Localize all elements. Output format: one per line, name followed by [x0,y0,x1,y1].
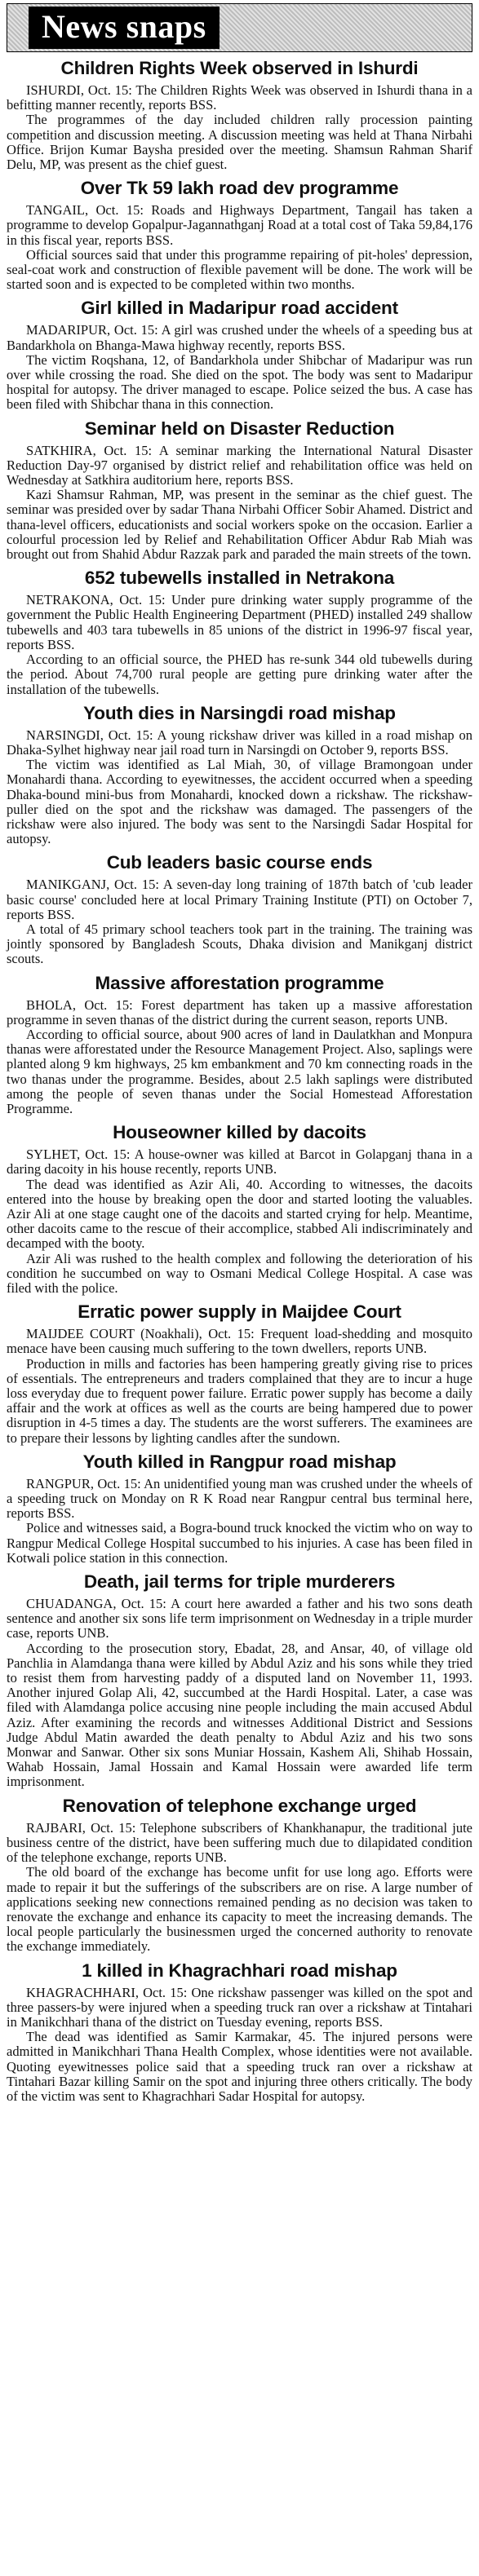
article-headline: Youth killed in Rangpur road mishap [82,1451,397,1472]
article-headline: Seminar held on Disaster Reduction [84,418,395,439]
article-paragraph: The dead was identified as Azir Ali, 40. According to witnesses, the dacoits entered into the house by breaking open the door and started looting the valuables. Azir Ali at one stage caught one of the dacoits and started crying for help. Meantime, other dacoits came to the rescue of their accomplice, stabbed Ali indiscriminately and decamped with the booty. [7,1176,472,1252]
article-paragraph: The victim Roqshana, 12, of Bandarkhola under Shibchar of Madaripur was run over while crossing the road. She died on the spot. The body was sent to Madaripur hospital for autopsy. The driver managed to escape. Police seized the bus. A case has been filed with Shibchar thana in this connection. [7,351,472,413]
article-paragraph: NETRAKONA, Oct. 15: Under pure drinking water supply programme of the government the Public Health Engineering Department (PHED) installed 249 shallow tubewells and 403 tara tubewells in 85 unions of the district in 1996-97 fiscal year, reports BSS. [7,592,472,652]
article-paragraph: MAIJDEE COURT (Noakhali), Oct. 15: Frequent load-shedding and mosquito menace have been causing much suffering to the town dwellers, reports UNB. [7,1326,472,1357]
article-paragraph: According to the prosecution story, Ebadat, 28, and Ansar, 40, of village old Panchlia in Alamdanga thana were killed by Abdul Aziz and his sons while they tried to resist them from harvesting paddy of a disputed land on November 11, 1993. Another injured Golap Ali, 42, succumbed at the Hardi Hospital. Later, a case was filed with Alamdanga police accusing nine people including the main accused Abdul Aziz. After examining the records and witnesses Additional District and Sessions Judge Abdul Matin awarded the death penalty to Abdul Aziz and his two sons Monwar and Sanwar. Other six sons Muniar Hossain, Kashem Ali, Shihab Hossain, Wahab Hossain, Jamal Hossain and Kamal Hossain were awarded life term imprisonment. [7,1640,472,1790]
news-article [7,1121,472,1296]
article-paragraph: According to an official source, the PHED has re-sunk 344 old tubewells during the period. About 74,700 rural people are getting pure drinking water after the installation of the tubewells. [7,652,472,697]
news-article [7,702,472,847]
article-paragraph: The dead was identified as Samir Karmakar, 45. The injured persons were admitted in Manikchhari Thana Health Complex, whose identities were not available. Quoting eyewitnesses police said that a speeding truck ran over a rickshaw at Tintahari Bazar killing Samir on the spot and injuring three others critically. The body of the victim was sent to Khagrachhari Sadar Hospital for autopsy. [7,2029,472,2104]
article-paragraph: Production in mills and factories has been hampering greatly giving rise to prices of essentials. The entrepreneurs and traders complained that they are to incur a huge loss everyday due to frequent power failure. Erratic power supply has become a daily affair and the work at offices as well as the courts are being hampered due to power disruption in 4-5 times a day. The students are the worst sufferers. The examinees are to prepare their lessons by lighting candles after the sundown. [7,1355,472,1446]
article-paragraph: Official sources said that under this programme repairing of pit-holes' depression, seal-coat work and construction of flexible pavement will be done. The work will be started soon and is expected to be completed within two months. [7,246,472,293]
article-headline: Over Tk 59 lakh road dev programme [80,178,399,199]
article-paragraph: Police and witnesses said, a Bogra-bound truck knocked the victim who on way to Rangpur Medical College Hospital succumbed to his injuries. A case has been filed in Kotwali police station in this connection. [7,1520,472,1566]
article-headline: Children Rights Week observed in Ishurdi [60,58,419,78]
news-article [7,567,472,696]
news-article [7,1451,472,1566]
news-article [7,1571,472,1790]
article-paragraph: The programmes of the day included children rally procession painting competition and discussion meeting. A discussion meeting was held at Thana Nirbahi Office. Brijon Kumar Baysha presided over the meeting. Shamsun Rahman Sharif Delu, MP, was present as the chief guest. [7,112,472,173]
news-article [7,851,472,966]
article-headline: 652 tubewells installed in Netrakona [84,568,395,589]
article-headline: Renovation of telephone exchange urged [62,1795,417,1816]
article-paragraph: BHOLA, Oct. 15: Forest department has taken up a massive afforestation programme in seven thanas of the district during the current season, reports UNB. [7,996,472,1027]
article-paragraph: ISHURDI, Oct. 15: The Children Rights Week was observed in Ishurdi thana in a befitting manner recently, reports BSS. [7,82,472,113]
article-paragraph: KHAGRACHHARI, Oct. 15: One rickshaw passenger was killed on the spot and three passers-by were injured when a speeding truck ran over a rickshaw at Tintahari in Manikchhari thana of the district on Tuesday evening, reports BSS. [7,1984,472,2030]
news-article [7,1795,472,1955]
article-paragraph: RANGPUR, Oct. 15: An unidentified young man was crushed under the wheels of a speeding truck on Monday on R K Road near Rangpur central bus terminal here, reports BSS. [7,1475,472,1522]
news-article [7,972,472,1117]
article-headline: Massive afforestation programme [95,972,384,993]
article-paragraph: MANIKGANJ, Oct. 15: A seven-day long training of 187th batch of 'cub leader basic course' concluded here at local Primary Training Institute (PTI) on October 7, reports BSS. [7,877,472,922]
article-paragraph: SATKHIRA, Oct. 15: A seminar marking the International Natural Disaster Reduction Day-97 organised by district relief and rehabilitation office was held on Wednesday at Satkhira auditorium here, reports BSS. [7,442,472,488]
article-headline: 1 killed in Khagrachhari road mishap [82,1960,397,1981]
article-paragraph: The old board of the exchange has become unfit for use long ago. Efforts were made to repair it but the sufferings of the subscribers are on rise. A large number of applications seeking new connections remained pending as no decision was taken to renovate the exchange and enhance its capacity to meet the increasing demands. The local people particularly the businessmen urged the concerned authority to renovate the exchange immediately. [7,1864,472,1955]
article-paragraph: SYLHET, Oct. 15: A house-owner was killed at Barcot in Golapganj thana in a daring dacoity in his house recently, reports UNB. [7,1147,472,1178]
article-headline: Erratic power supply in Maijdee Court [78,1301,401,1323]
article-paragraph: Azir Ali was rushed to the health complex and following the deterioration of his condition he succumbed on way to Osmani Medical College Hospital. A case was filed with the police. [7,1250,472,1296]
news-article [7,57,472,172]
article-headline: Houseowner killed by dacoits [113,1122,366,1143]
article-paragraph: MADARIPUR, Oct. 15: A girl was crushed under the wheels of a speeding bus at Bandarkhola on Bhanga-Mawa highway recently, reports BSS. [7,322,472,353]
news-article [7,1960,472,2105]
article-paragraph: TANGAIL, Oct. 15: Roads and Highways Department, Tangail has taken a programme to develop Gopalpur-Jagannathganj Road at a total cost of Taka 59,84,176 in this fiscal year, reports BSS. [7,202,472,248]
article-paragraph: According to official source, about 900 acres of land in Daulatkhan and Monpura thanas were afforestated under the Resource Management Project. Also, saplings were planted along 9 km highways, 25 km embankment and 70 km connecting roads in the two thanas under the programme. Besides, about 2.5 lakh saplings were distributed among the people of seven thanas under the Social Homestead Afforestation Programme. [7,1026,472,1116]
news-article [7,1301,472,1446]
section-banner [7,3,472,52]
article-paragraph: NARSINGDI, Oct. 15: A young rickshaw driver was killed in a road mishap on Dhaka-Sylhet highway near jail road turn in Narsingdi on October 9, reports BSS. [7,727,472,758]
article-paragraph: The victim was identified as Lal Miah, 30, of village Bramongoan under Monahardi thana. According to eyewitnesses, the accident occurred when a speeding Dhaka-bound mini-bus from Monahardi, knocked down a rickshaw. The rickshaw-puller died on the spot and the rickshaw was damaged. The passengers of the rickshaw were also injured. The body was sent to the Narsingdi Sadar Hospital for autopsy. [7,757,472,847]
article-paragraph: A total of 45 primary school teachers took part in the training. The training was jointly sponsored by Bangladesh Scouts, Dhaka division and Manikganj district scouts. [7,921,472,967]
article-headline: Cub leaders basic course ends [106,852,373,873]
banner-title: News snaps [29,7,220,49]
news-article [7,418,472,563]
article-headline: Death, jail terms for triple murderers [83,1571,396,1593]
article-headline: Girl killed in Madaripur road accident [81,298,398,319]
news-article [7,297,472,412]
article-paragraph: CHUADANGA, Oct. 15: A court here awarded a father and his two sons death sentence and another six sons life term imprisonment on Wednesday in a triple murder case, reports UNB. [7,1596,472,1641]
article-paragraph: RAJBARI, Oct. 15: Telephone subscribers of Khankhanapur, the traditional jute business centre of the district, have been suffering much due to dilapidated condition of the telephone exchange, reports UNB. [7,1819,472,1866]
news-article [7,177,472,292]
article-list [7,57,472,2104]
article-paragraph: Kazi Shamsur Rahman, MP, was present in the seminar as the chief guest. The seminar was presided over by sadar Thana Nirbahi Officer Sobir Ahamed. District and thana-level officers, educationists and social workers spoke on the occasion. Earlier a colourful procession led by Relief and Rehabilitation Officer Abdur Rab Miah was brought out from Shahid Abdur Razzak park and paraded the main streets of the town. [7,487,472,563]
article-headline: Youth dies in Narsingdi road mishap [83,702,396,723]
